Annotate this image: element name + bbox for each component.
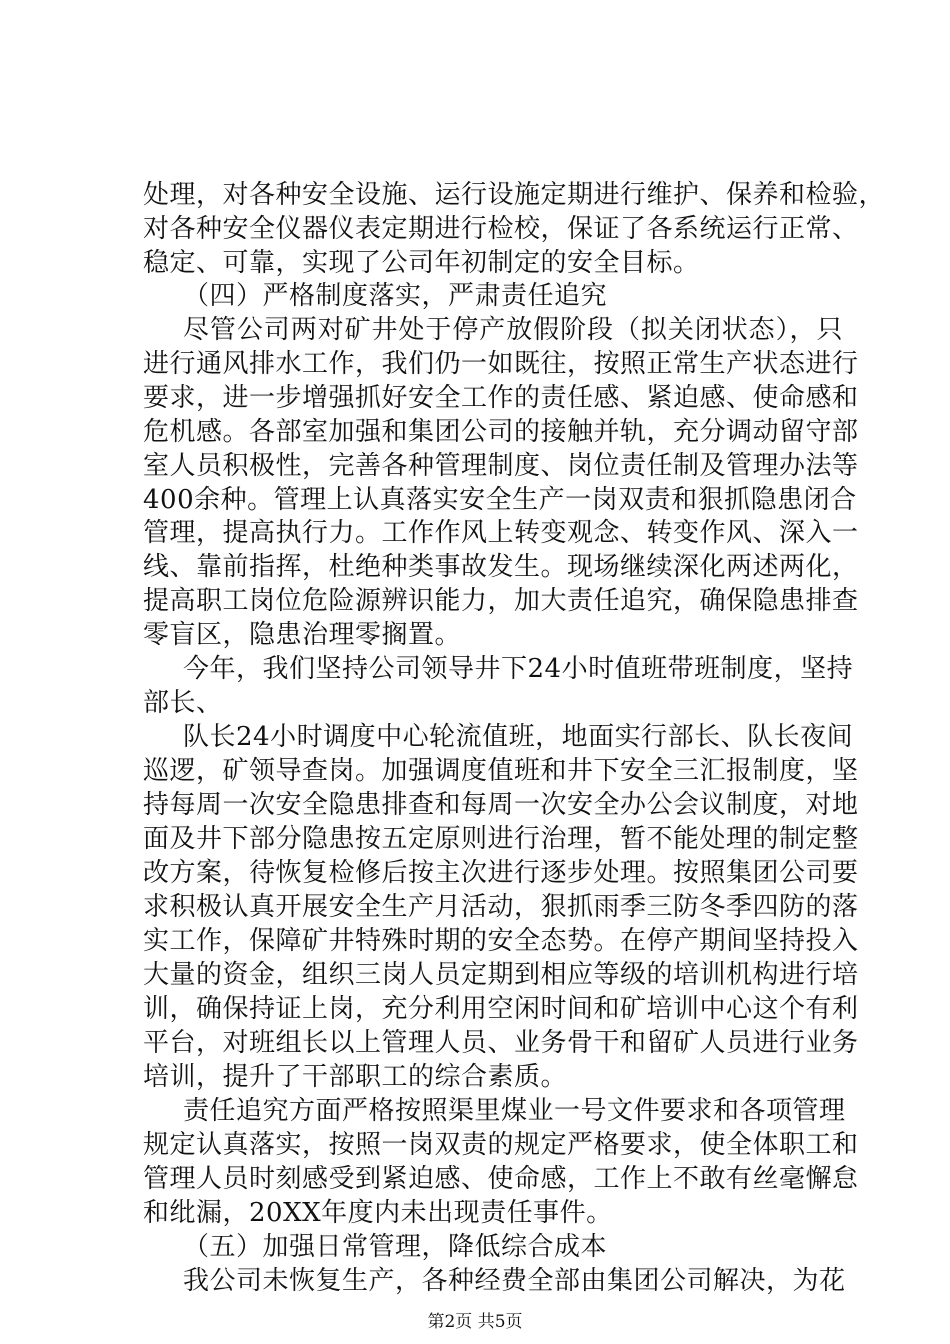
body-text-line: 巡逻，矿领导查岗。加强调度值班和井下安全三汇报制度，坚 <box>143 756 859 786</box>
section-heading-4: （四）严格制度落实，严肃责任追究 <box>183 281 608 311</box>
body-text-line: 今年，我们坚持公司领导井下24小时值班带班制度，坚持 <box>183 654 854 684</box>
body-text-line: 我公司未恢复生产，各种经费全部由集团公司解决，为花 <box>183 1266 846 1296</box>
body-text-line: 和纰漏，20XX年度内未出现责任事件。 <box>143 1198 613 1228</box>
body-text-line: 稳定、可靠，实现了公司年初制定的安全目标。 <box>143 248 700 278</box>
body-text-line: 面及井下部分隐患按五定原则进行治理，暂不能处理的制定整 <box>143 824 859 854</box>
body-text-line: 进行通风排水工作，我们仍一如既往，按照正常生产状态进行 <box>143 349 859 379</box>
body-text-line: 求积极认真开展安全生产月活动，狠抓雨季三防冬季四防的落 <box>143 892 859 922</box>
body-text-line: 平台，对班组长以上管理人员、业务骨干和留矿人员进行业务 <box>143 1028 859 1058</box>
body-text-line: 管理，提高执行力。工作作风上转变观念、转变作风、深入一 <box>143 518 859 548</box>
body-text-line: 部长、 <box>143 688 223 718</box>
body-text-line: 培训，提升了干部职工的综合素质。 <box>143 1062 568 1092</box>
body-text-line: 危机感。各部室加强和集团公司的接触并轨，充分调动留守部 <box>143 417 859 447</box>
body-text-line: 零盲区，隐患治理零搁置。 <box>143 620 462 650</box>
body-text-line: 提高职工岗位危险源辨识能力，加大责任追究，确保隐患排查 <box>143 586 859 616</box>
page-footer: 第2页 共5页 <box>427 1312 523 1332</box>
body-text-line: 处理，对各种安全设施、运行设施定期进行维护、保养和检验， <box>143 180 886 210</box>
body-text-line: 改方案，待恢复检修后按主次进行逐步处理。按照集团公司要 <box>143 858 859 888</box>
body-text-line: 持每周一次安全隐患排查和每周一次安全办公会议制度，对地 <box>143 790 859 820</box>
section-heading-5: （五）加强日常管理，降低综合成本 <box>183 1232 608 1262</box>
body-text-line: 实工作，保障矿井特殊时期的安全态势。在停产期间坚持投入 <box>143 926 859 956</box>
body-text-line: 要求，进一步增强抓好安全工作的责任感、紧迫感、使命感和 <box>143 383 859 413</box>
body-text-line: 对各种安全仪器仪表定期进行检校，保证了各系统运行正常、 <box>143 214 859 244</box>
body-text-line: 管理人员时刻感受到紧迫感、使命感，工作上不敢有丝毫懈怠 <box>143 1164 859 1194</box>
body-text-line: 大量的资金，组织三岗人员定期到相应等级的培训机构进行培 <box>143 960 859 990</box>
body-text-line: 室人员积极性，完善各种管理制度、岗位责任制及管理办法等 <box>143 451 859 481</box>
body-text-line: 规定认真落实，按照一岗双责的规定严格要求，使全体职工和 <box>143 1130 859 1160</box>
body-text-line: 线、靠前指挥，杜绝种类事故发生。现场继续深化两述两化， <box>143 552 859 582</box>
body-text-line: 尽管公司两对矿井处于停产放假阶段（拟关闭状态），只 <box>183 315 843 345</box>
body-text-line: 训，确保持证上岗，充分利用空闲时间和矿培训中心这个有利 <box>143 994 859 1024</box>
body-text-line: 队长24小时调度中心轮流值班，地面实行部长、队长夜间 <box>183 722 854 752</box>
body-text-line: 400余种。管理上认真落实安全生产一岗双责和狠抓隐患闭合 <box>143 485 857 515</box>
body-text-line: 责任追究方面严格按照渠里煤业一号文件要求和各项管理 <box>183 1096 846 1126</box>
